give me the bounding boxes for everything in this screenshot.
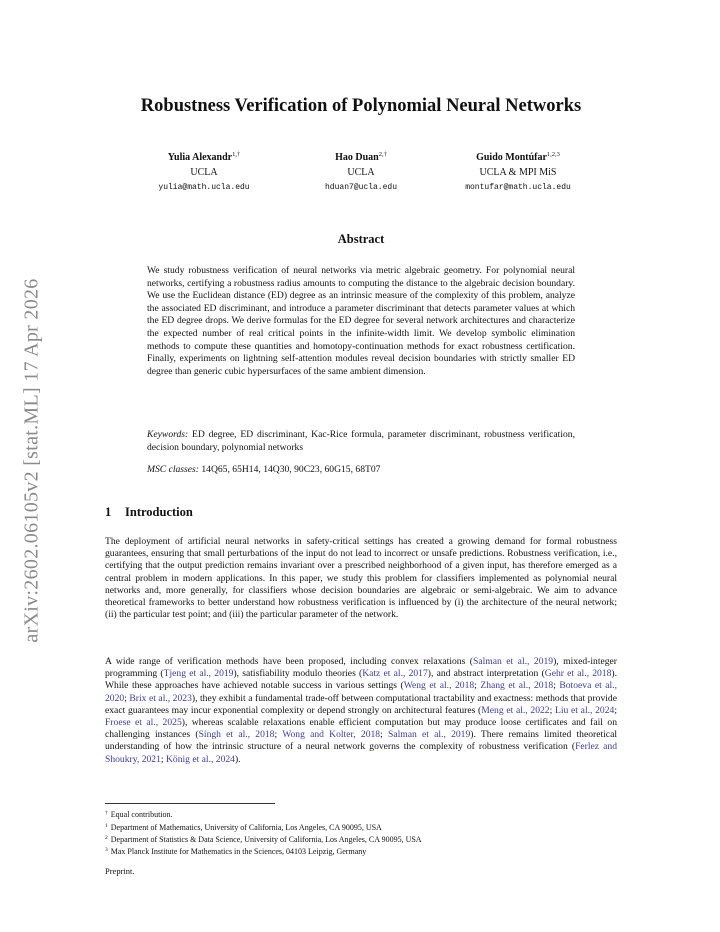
keywords-text: ED degree, ED discriminant, Kac-Rice formula, parameter discriminant, robustness verification, decision boundary, polynomial networks <box>147 429 575 453</box>
author-email[interactable]: hduan7@ucla.edu <box>324 183 397 192</box>
text-run: ). While these approaches have achieved notable success in various settings ( <box>105 668 617 692</box>
msc-label: MSC classes: <box>147 464 199 475</box>
citation-link[interactable]: Salman et al., 2019 <box>473 656 554 667</box>
text-run: ). There remains limited theoretical understanding of how the intrinsic structure of a neural network governs the complexity of robustness verification ( <box>105 729 617 753</box>
author-name: Guido Montúfar <box>476 152 547 163</box>
section-heading <box>105 505 193 520</box>
footnote <box>105 845 366 857</box>
citation-link[interactable]: Singh et al., 2018 <box>198 729 275 741</box>
citation-link[interactable]: Ferlez and Shoukry, 2021 <box>105 741 617 765</box>
arxiv-sidebar-stamp <box>12 250 52 670</box>
section-title: Introduction <box>125 505 193 519</box>
paper-title: Robustness Verification of Polynomial Neural Networks <box>140 96 582 116</box>
author-marks: 1,2,3 <box>546 151 560 158</box>
author-name: Yulia Alexandr <box>167 152 233 163</box>
citation-link[interactable]: Weng et al., 2018 <box>403 680 475 692</box>
footnote-text: Equal contribution. <box>110 810 173 819</box>
citation-link[interactable]: Zhang et al., 2018 <box>480 680 554 692</box>
citation-link[interactable]: Tjeng et al., 2019 <box>163 668 234 680</box>
footnote-mark: 3 <box>105 847 108 853</box>
msc-classes <box>147 464 575 477</box>
citation-link[interactable]: Katz et al., 2017 <box>362 668 428 680</box>
author-email[interactable]: yulia@math.ucla.edu <box>158 183 250 192</box>
text-run: ), they exhibit a fundamental trade-off between computational tractability and exactness: methods that provide exact guarantees may incur exponential complexity or depend strongly on architectural features ( <box>105 692 617 716</box>
keywords <box>147 429 575 454</box>
author-affiliation: UCLA & MPI MiS <box>479 167 557 178</box>
citation-link[interactable]: Wong and Kolter, 2018 <box>282 729 381 741</box>
author-name: Hao Duan <box>335 152 379 163</box>
preprint-note: Preprint. <box>105 866 135 876</box>
footnote-mark: † <box>105 810 108 816</box>
citation-link[interactable]: Meng et al., 2022 <box>481 704 550 716</box>
citation-link[interactable]: Liu et al., 2024 <box>555 704 615 716</box>
footnote-mark: 2 <box>105 835 108 841</box>
msc-text: 14Q65, 65H14, 14Q30, 90C23, 60G15, 68T07 <box>198 464 381 475</box>
footnote-text: Department of Statistics & Data Science, University of California, Los Angeles, CA 90095, USA <box>110 835 422 844</box>
keywords-label: Keywords: <box>147 429 189 440</box>
text-run: ), satisfiability modulo theories ( <box>233 668 363 680</box>
citation-link[interactable]: König et al., 2024 <box>165 753 235 765</box>
intro-paragraph-2: A wide range of verification methods have been proposed, including convex relaxations (Salman et al., 2019), mixed-integer programming (Tjeng et al., 2019), satisfiability modulo theories (Katz et al., 2017), and abstract interpretation (Gehr et al., 2018). While these approaches have achieved notable success in various settings (Weng et al., 2018; Zhang et al., 2018; Botoeva et al., 2020; Brix et al., 2023), they exhibit a fundamental trade-off between computational tractability and exactness: methods that provide exact guarantees may incur exponential complexity or depend strongly on architectural features (Meng et al., 2022; Liu et al., 2024; Froese et al., 2025), whereas scalable relaxations enable efficient computation but may produce loose certificates and fail on challenging instances (Singh et al., 2018; Wong and Kolter, 2018; Salman et al., 2019). There remains limited theoretical understanding of how the intrinsic structure of a neural network governs the complexity of robustness verification (Ferlez and Shoukry, 2021; König et al., 2024). <box>105 656 617 765</box>
text-run: ), and abstract interpretation ( <box>427 668 545 680</box>
author-affiliation: UCLA <box>347 167 375 178</box>
author-affiliation: UCLA <box>190 167 218 178</box>
author-email[interactable]: montufar@math.ucla.edu <box>465 183 571 192</box>
citation-link[interactable]: Salman et al., 2019 <box>388 729 471 741</box>
text-run: A wide range of verification methods have been proposed, including convex relaxations ( <box>105 656 473 667</box>
author-marks: 2,† <box>378 151 387 158</box>
abstract-heading: Abstract <box>337 232 385 246</box>
author-3 <box>451 148 586 195</box>
citation-link[interactable]: Botoeva et al., 2020 <box>105 680 617 704</box>
footnote <box>105 833 422 845</box>
footnote <box>105 808 173 820</box>
author-block <box>105 148 617 195</box>
text-run: ). <box>234 753 241 765</box>
footnote-divider <box>105 803 275 804</box>
footnote-text: Department of Mathematics, University of California, Los Angeles, CA 90095, USA <box>110 823 382 832</box>
arxiv-identifier: arXiv:2602.06105v2 [stat.ML] 17 Apr 2026 <box>20 277 43 643</box>
footnote-mark: 1 <box>105 823 108 829</box>
section-number: 1 <box>105 505 112 519</box>
intro-paragraph-1: The deployment of artificial neural networks in safety-critical settings has created a growing demand for formal robustness guarantees, ensuring that small perturbations of the input do not lead to incorrect or unsafe predictions. Robustness verification, i.e., certifying that the output prediction remains invariant over a prescribed neighborhood of a given input, has therefore emerged as a central problem in modern applications. In this paper, we study this problem for classifiers implemented as polynomial neural networks and, more generally, for classifiers whose decision boundaries are algebraic or semi-algebraic. We aim to advance theoretical frameworks to better understand how robustness verification is influenced by (i) the architecture of the neural network; (ii) the particular test point; and (iii) the particular parameter of the network. <box>105 536 617 621</box>
author-1 <box>137 148 272 195</box>
footnote <box>105 821 382 833</box>
abstract-text: We study robustness verification of neural networks via metric algebraic geometry. For polynomial neural networks, certifying a robustness radius amounts to computing the distance to the algebraic decision boundary. We use the Euclidean distance (ED) degree as an intrinsic measure of the complexity of this problem, analyze the associated ED discriminant, and introduce a parameter discriminant that detects parameter values at which the ED degree drops. We derive formulas for the ED degree for several network architectures and characterize the expected number of real critical points in the infinite-width limit. We develop symbolic elimination methods to compute these quantities and homotopy-continuation methods for exact robustness certification. Finally, experiments on lightning self-attention modules reveal decision boundaries with strictly smaller ED degree than generic cubic hypersurfaces of the same ambient dimension. <box>147 265 575 377</box>
footnote-text: Max Planck Institute for Mathematics in the Sciences, 04103 Leipzig, Germany <box>110 847 367 856</box>
author-2 <box>294 148 429 195</box>
citation-link[interactable]: Brix et al., 2023 <box>129 692 192 704</box>
author-marks: 1,† <box>232 151 241 158</box>
text-run: ), whereas scalable relaxations enable efficient computation but may produce loose certificates and fail on challenging instances ( <box>105 717 617 741</box>
text-run: ), mixed-integer programming ( <box>105 656 617 680</box>
citation-link[interactable]: Froese et al., 2025 <box>105 717 182 729</box>
citation-link[interactable]: Gehr et al., 2018 <box>544 668 612 680</box>
